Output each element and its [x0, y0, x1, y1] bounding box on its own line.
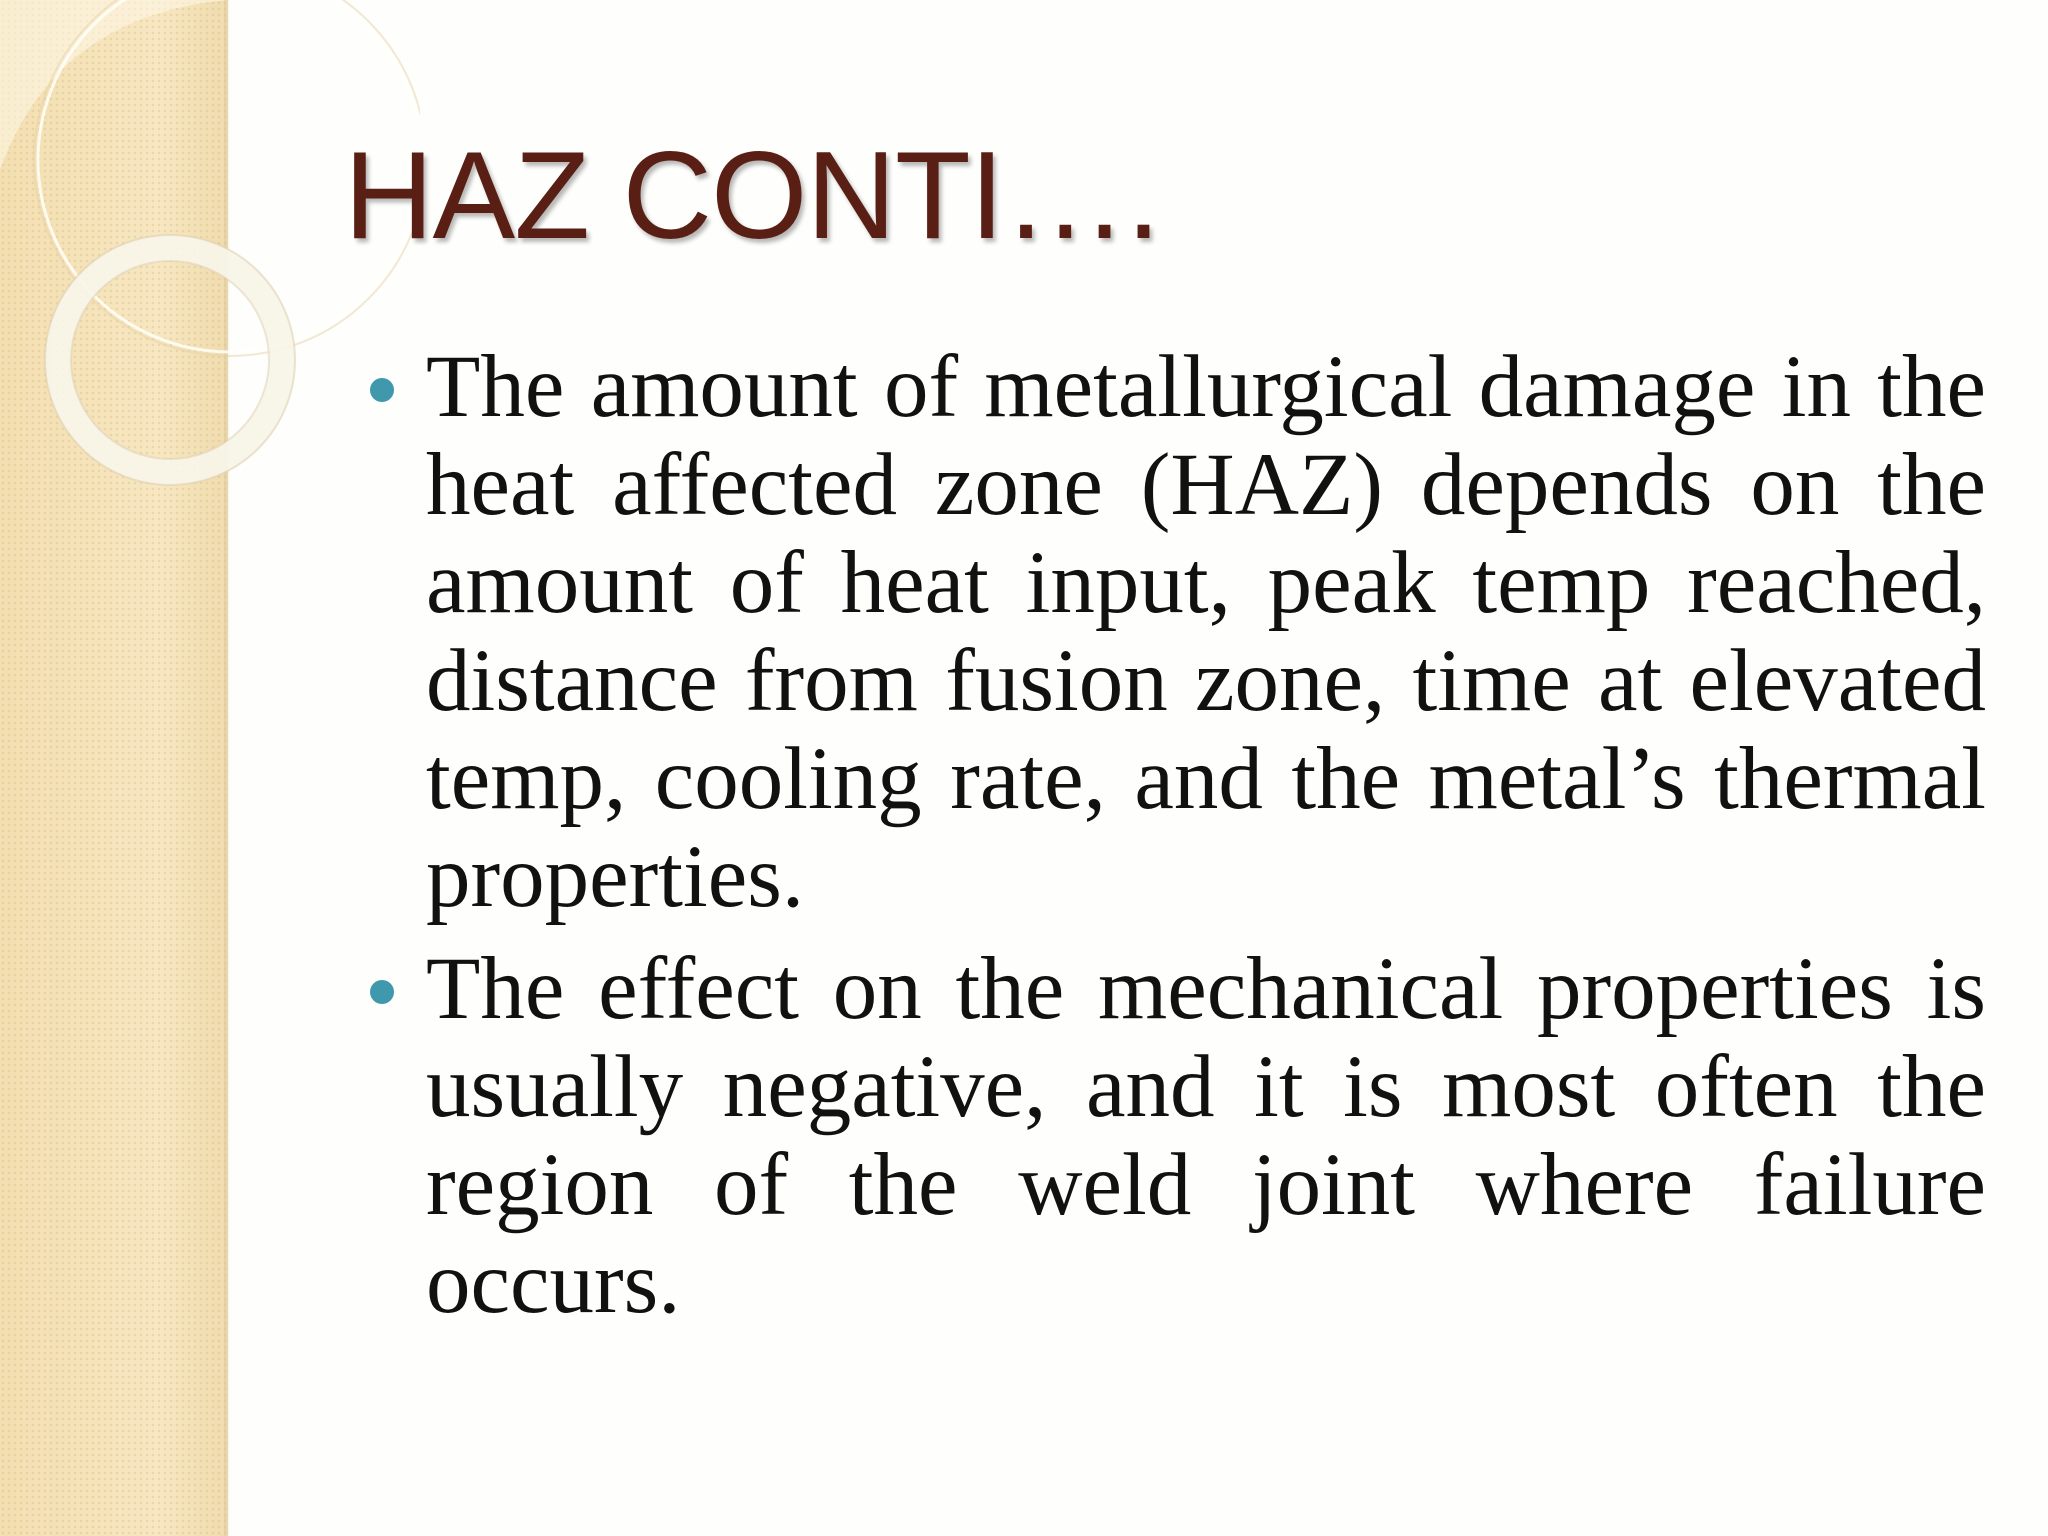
bullet-item — [364, 940, 1986, 1332]
bullet-list — [364, 338, 1986, 1346]
bullet-icon — [370, 980, 394, 1004]
ring-ornament-icon — [0, 0, 420, 560]
slide-title: HAZ CONTI…. — [344, 127, 1160, 265]
bullet-text: The effect on the mechanical properties is usually negative, and it is most often the region of the weld joint where failure occurs. — [426, 940, 1986, 1332]
bullet-text: The amount of metallurgical damage in the heat affected zone (HAZ) depends on the amount of heat input, peak temp reached, distance from fusion zone, time at elevated temp, cooling rate, and the metal’s thermal properties. — [426, 338, 1986, 926]
bullet-icon — [370, 378, 394, 402]
bullet-item — [364, 338, 1986, 926]
